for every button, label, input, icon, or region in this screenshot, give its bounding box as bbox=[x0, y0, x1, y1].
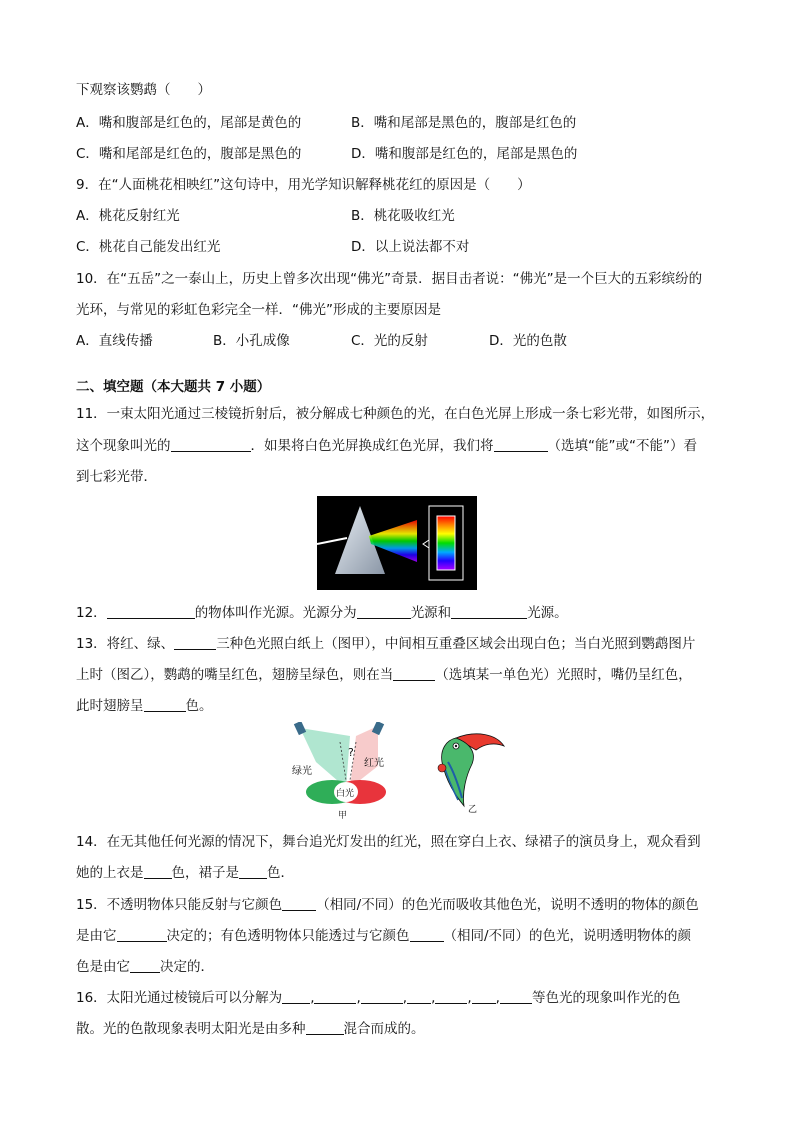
q13-blank-1[interactable] bbox=[174, 635, 216, 650]
q11-blank-1[interactable] bbox=[171, 437, 251, 452]
parrot-icon bbox=[438, 734, 504, 806]
q11-line1: 11．一束太阳光通过三棱镜折射后，被分解成七种颜色的光，在白色光屏上形成一条七彩光带，如图所示， bbox=[76, 406, 715, 422]
q10-stem-line2: 光环，与常见的彩虹色彩完全一样．“佛光”形成的主要原因是 bbox=[76, 302, 441, 318]
q16-blank-5[interactable] bbox=[435, 989, 467, 1004]
q11-line2 bbox=[76, 436, 697, 456]
q16-sep-3: , bbox=[402, 990, 408, 1006]
q15-text-g: 决定的． bbox=[160, 959, 214, 975]
color-mixing-figure bbox=[286, 722, 512, 822]
q9-option-d: D．以上说法都不对 bbox=[351, 239, 470, 255]
q16-blank-7[interactable] bbox=[500, 989, 532, 1004]
q12-blank-3[interactable] bbox=[451, 604, 527, 619]
q14-text-a: 她的上衣是 bbox=[76, 865, 144, 881]
q10-option-c: C．光的反射 bbox=[351, 333, 428, 349]
q13-text-e: 此时翅膀呈 bbox=[76, 698, 144, 714]
red-beam bbox=[350, 726, 378, 788]
q13-blank-3[interactable] bbox=[144, 697, 186, 712]
section-heading: 二、填空题（本大题共 7 小题） bbox=[76, 379, 271, 395]
q16-text-d: 混合而成的。 bbox=[343, 1021, 425, 1037]
q13-text-b: 三种色光照白纸上（图甲），中间相互重叠区域会出现白色；当白光照到鹦鹉图片 bbox=[216, 636, 696, 652]
q15-blank-1[interactable] bbox=[282, 896, 316, 911]
q13-line3 bbox=[76, 696, 213, 716]
q16-sep-2: , bbox=[356, 990, 361, 1006]
red-light-label: 红光 bbox=[364, 758, 384, 769]
q12-text-a: 12． bbox=[76, 605, 107, 621]
q15-text-d: 决定的；有色透明物体只能透过与它颜色 bbox=[166, 928, 410, 944]
spectrum-band bbox=[437, 516, 455, 570]
q12-blank-1[interactable] bbox=[107, 604, 195, 619]
q14-line1: 14．在无其他任何光源的情况下，舞台追光灯发出的红光，照在穿白上衣、绿裙子的演员身上，观众看到 bbox=[76, 834, 701, 850]
q11-text-b: ．如果将白色光屏换成红色光屏，我们将 bbox=[250, 438, 494, 454]
q10-option-a: A．直线传播 bbox=[76, 333, 153, 349]
q15-line3 bbox=[76, 957, 214, 977]
q15-line2 bbox=[76, 926, 691, 946]
q10-option-b: B．小孔成像 bbox=[213, 333, 290, 349]
white-light-label: 白光 bbox=[336, 789, 355, 799]
light-mixing-diagram bbox=[286, 722, 512, 822]
q15-text-b: （相同/不同）的色光而吸收其他色光，说明不透明的物体的颜色 bbox=[316, 897, 699, 913]
q8-stem-tail: 下观察该鹦鹉（ ） bbox=[76, 82, 211, 98]
white-light-ray bbox=[317, 538, 347, 544]
figure-yi-label: 乙 bbox=[468, 805, 478, 815]
q8-option-d: D．嘴和腹部是红色的，尾部是黑色的 bbox=[351, 146, 578, 162]
q16-line1 bbox=[76, 988, 680, 1008]
q8-option-a: A．嘴和腹部是红色的，尾部是黄色的 bbox=[76, 115, 302, 131]
q8-option-b: B．嘴和尾部是黑色的，腹部是红色的 bbox=[351, 115, 577, 131]
q11-text-a: 这个现象叫光的 bbox=[76, 438, 171, 454]
q15-text-f: 色是由它 bbox=[76, 959, 130, 975]
q12-text-c: 光源和 bbox=[410, 605, 452, 621]
q9-option-c: C．桃花自己能发出红光 bbox=[76, 239, 221, 255]
q16-text-c: 散。光的色散现象表明太阳光是由多种 bbox=[76, 1021, 306, 1037]
q15-blank-2[interactable] bbox=[117, 927, 167, 942]
q13-text-d: （选填某一单色光）光照时，嘴仍呈红色， bbox=[435, 667, 692, 683]
q9-option-a: A．桃花反射红光 bbox=[76, 208, 180, 224]
q16-text-a: 16．太阳光通过棱镜后可以分解为 bbox=[76, 990, 283, 1006]
q11-text-c: （选填“能”或“不能”）看 bbox=[547, 438, 697, 454]
q16-blank-4[interactable] bbox=[407, 989, 431, 1004]
q12-line bbox=[76, 603, 568, 623]
q14-text-b: 色，裙子是 bbox=[171, 865, 239, 881]
prism-dispersion-figure bbox=[317, 496, 477, 590]
question-mark: ? bbox=[348, 746, 354, 759]
q10-option-d: D．光的色散 bbox=[489, 333, 567, 349]
q14-blank-2[interactable] bbox=[239, 864, 267, 879]
q16-blank-3[interactable] bbox=[361, 989, 403, 1004]
q9-option-b: B．桃花吸收红光 bbox=[351, 208, 455, 224]
q16-sep-4: , bbox=[431, 990, 436, 1006]
q15-blank-3[interactable] bbox=[410, 927, 444, 942]
q13-text-c: 上时（图乙），鹦鹉的嘴呈红色，翅膀呈绿色，则在当 bbox=[76, 667, 394, 683]
q16-blank-1[interactable] bbox=[282, 989, 310, 1004]
q15-blank-4[interactable] bbox=[130, 958, 160, 973]
q16-line2 bbox=[76, 1019, 425, 1039]
q13-blank-2[interactable] bbox=[393, 666, 435, 681]
q10-stem-line1: 10．在“五岳”之一泰山上，历史上曾多次出现“佛光”奇景．据目击者说：“佛光”是一个巨大的五彩缤纷的 bbox=[76, 271, 703, 287]
q14-text-c: 色． bbox=[267, 865, 294, 881]
q14-blank-1[interactable] bbox=[144, 864, 172, 879]
q15-line1 bbox=[76, 895, 699, 915]
q16-sep-6: , bbox=[495, 990, 500, 1006]
q13-line1 bbox=[76, 634, 695, 654]
q15-text-a: 15．不透明物体只能反射与它颜色 bbox=[76, 897, 283, 913]
q12-blank-2[interactable] bbox=[357, 604, 411, 619]
q11-blank-2[interactable] bbox=[494, 437, 548, 452]
q16-blank-6[interactable] bbox=[472, 989, 496, 1004]
q9-stem: 9．在“人面桃花相映红”这句诗中，用光学知识解释桃花红的原因是（ ） bbox=[76, 177, 531, 193]
q16-sep-5: , bbox=[467, 990, 472, 1006]
q16-sep-1: , bbox=[310, 990, 315, 1006]
q12-text-d: 光源。 bbox=[527, 605, 568, 621]
q14-line2 bbox=[76, 863, 294, 883]
q15-text-e: （相同/不同）的色光，说明透明物体的颜 bbox=[443, 928, 692, 944]
q11-line3: 到七彩光带． bbox=[76, 469, 157, 485]
q15-text-c: 是由它 bbox=[76, 928, 117, 944]
prism-diagram bbox=[317, 496, 477, 590]
q8-option-c: C．嘴和尾部是红色的，腹部是黑色的 bbox=[76, 146, 302, 162]
figure-jia-label: 甲 bbox=[338, 811, 348, 821]
green-light-label: 绿光 bbox=[292, 766, 312, 777]
q13-text-a: 13．将红、绿、 bbox=[76, 636, 175, 652]
q16-blank-2[interactable] bbox=[314, 989, 356, 1004]
q13-text-f: 色。 bbox=[185, 698, 213, 714]
screen-pointer bbox=[423, 540, 429, 548]
q16-text-b: 等色光的现象叫作光的色 bbox=[531, 990, 681, 1006]
q16-blank-8[interactable] bbox=[306, 1020, 344, 1035]
q12-text-b: 的物体叫作光源。光源分为 bbox=[194, 605, 357, 621]
q13-line2 bbox=[76, 665, 692, 685]
